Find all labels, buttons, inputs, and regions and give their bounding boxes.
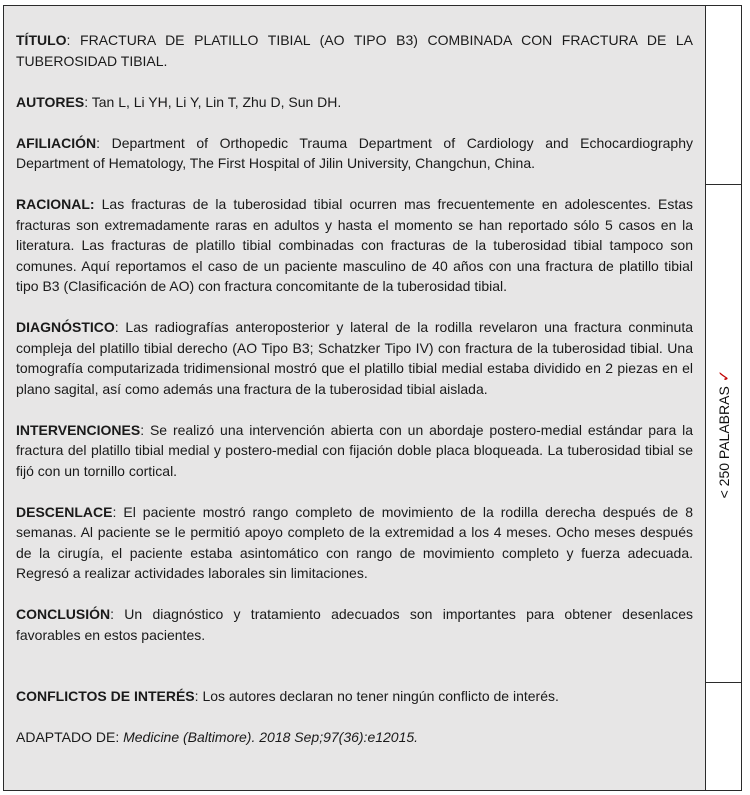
autores-text: Tan L, Li YH, Li Y, Lin T, Zhu D, Sun DH. [91,93,342,110]
adaptado-source: Medicine (Baltimore). 2018 Sep;97(36):e12015. [123,729,419,745]
conclusion-text: Un diagnóstico y tratamiento adecuados son importantes para obtener desenlaces favorables en estos pacientes. [16,606,693,643]
abstract-frame [3,5,742,791]
titulo-text: FRACTURA DE PLATILLO TIBIAL (AO TIPO B3) COMBINADA CON FRACTURA DE LA TUBEROSIDAD TIBIAL. [16,32,694,69]
afiliacion-label: AFILIACIÓN [16,134,97,151]
section-diagnostico: DIAGNÓSTICO: Las radiografías anteroposterior y lateral de la rodilla revelaron una fractura conminuta compleja del platillo tibial derecho (AO Tipo B3; Schatzker Tipo IV) con fractura de la tuberosidad tibial. Una tomografía computarizada tridimensional mostró que el platillo tibial medial estaba dividido en 2 piezas en el plano sagital, así como además una fractura de la tuberosidad tibial aislada. [16,319,694,397]
section-intervenciones: INTERVENCIONES: Se realizó una intervención abierta con un abordaje postero-medial estándar para la fractura del platillo tibial medial y postero-medial con fijación doble placa bloqueada. La tuberosidad tibial se fijó con un tornillo cortical. [16,421,693,479]
section-autores: AUTORES: Tan L, Li YH, Li Y, Lin T, Zhu D, Sun DH. [16,93,342,110]
checkmark-icon: ✓ [715,369,733,383]
word-count-label [715,370,733,499]
section-afiliacion: AFILIACIÓN: Department of Orthopedic Trauma Department of Cardiology and Echocardiography Department of Hematology, The First Hospital of Jilin University, Changchun, China. [16,134,693,171]
racional-label: RACIONAL: [16,196,95,212]
intervenciones-text: Se realizó una intervención abierta con un abordaje postero-medial estándar para la fractura del platillo tibial medial y postero-medial con fijación doble placa bloqueada. La tuberosidad tibial se fijó con un tornillo cortical. [16,421,693,479]
section-adaptado [16,727,693,748]
conflictos-label: CONFLICTOS DE INTERÉS [16,688,195,704]
titulo-label: TÍTULO [16,32,67,48]
section-conflictos: CONFLICTOS DE INTERÉS: Los autores declaran no tener ningún conflicto de interés. [16,688,559,704]
side-cell-top [706,6,741,185]
intervenciones-label: INTERVENCIONES [16,421,141,438]
afiliacion-text: Department of Orthopedic Trauma Department of Cardiology and Echocardiography Department of Hematology, The First Hospital of Jilin University, Changchun, China. [16,134,693,171]
adaptado-label: ADAPTADO DE: [16,729,120,745]
section-conclusion: CONCLUSIÓN: Un diagnóstico y tratamiento adecuados son importantes para obtener desenlaces favorables en estos pacientes. [16,606,693,643]
conclusion-label: CONCLUSIÓN [16,606,111,622]
word-count-text: < 250 PALABRAS [715,386,732,499]
desenlace-text: El paciente mostró rango completo de movimiento de la rodilla derecha después de 8 semanas. Al paciente se le permitió apoyo completo de la extremidad a los 4 meses. Ocho meses después de la cirugía, el paciente estaba asintomático con rango de movimiento completo y fuerza adecuada. Regresó a realizar actividades laborales sin limitaciones. [16,503,693,581]
conflictos-text: Los autores declaran no tener ningún conflicto de interés. [202,688,559,704]
racional-text: Las fracturas de la tuberosidad tibial ocurren mas frecuentemente en adolescentes. Estas fracturas son extremadamente raras en adultos y hasta el momento se han reportado sólo 5 casos en la literatura. Las fracturas de platillo tibial combinadas con fracturas de la tuberosidad tibial tampoco son comunes. Aquí reportamos el caso de un paciente masculino de 40 años con una fractura de platillo tibial tipo B3 (Clasificación de AO) con fractura concomitante de la tuberosidad tibial. [16,196,693,294]
autores-label: AUTORES [16,93,85,110]
abstract-panel [4,6,706,790]
diagnostico-text: Las radiografías anteroposterior y lateral de la rodilla revelaron una fractura conminuta compleja del platillo tibial derecho (AO Tipo B3; Schatzker Tipo IV) con fractura de la tuberosidad tibial. Una tomografía computarizada tridimensional mostró que el platillo tibial medial estaba dividido en 2 piezas en el plano sagital, así como además una fractura de la tuberosidad tibial aislada. [16,319,694,397]
section-racional [16,194,693,297]
side-cell-bottom [706,682,741,683]
section-titulo: TÍTULO: FRACTURA DE PLATILLO TIBIAL (AO TIPO B3) COMBINADA CON FRACTURA DE LA TUBEROSIDAD TIBIAL. [16,32,694,69]
section-desenlace: DESCENLACE: El paciente mostró rango completo de movimiento de la rodilla derecha después de 8 semanas. Al paciente se le permitió apoyo completo de la extremidad a los 4 meses. Ocho meses después de la cirugía, el paciente estaba asintomático con rango de movimiento completo y fuerza adecuada. Regresó a realizar actividades laborales sin limitaciones. [16,503,693,581]
word-count-column [706,6,741,790]
diagnostico-label: DIAGNÓSTICO [16,319,115,335]
desenlace-label: DESCENLACE [16,503,113,520]
